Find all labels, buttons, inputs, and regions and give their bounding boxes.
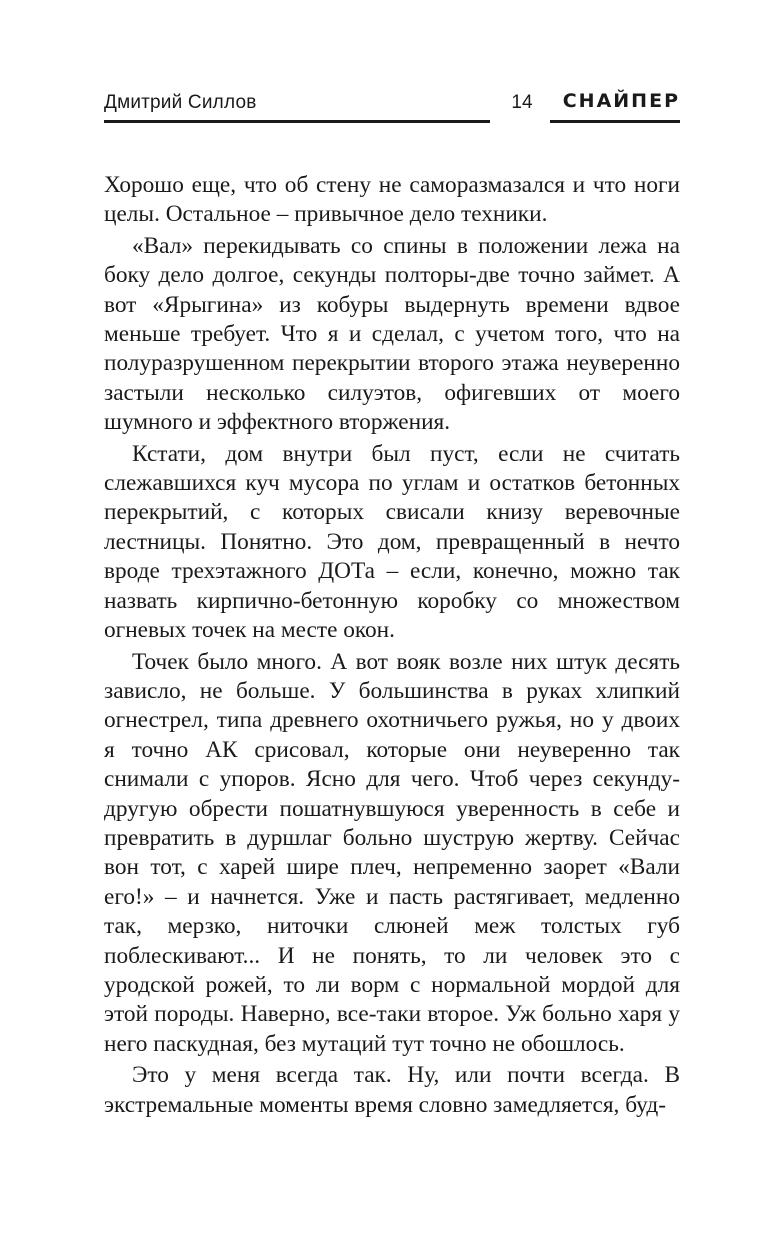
running-header	[104, 88, 680, 124]
paragraph: Это у меня всегда так. Ну, или почти всегда. В экстремальные моменты время словно замедляется, буд-	[104, 1062, 680, 1118]
header-rule-right	[550, 120, 680, 123]
body-text	[104, 171, 680, 1120]
paragraph: Хорошо еще, что об стену не саморазмазался и что ноги целы. Остальное – привычное дело техники.	[104, 172, 680, 228]
header-rule-left	[104, 120, 490, 123]
series-title: СНАЙПЕР	[562, 90, 680, 112]
paragraph: «Вал» перекидывать со спины в положении лежа на боку дело долгое, секунды полторы-две точно займет. А вот «Ярыгина» из кобуры выдернуть времени вдвое меньше требует. Что я и сделал, с учетом того, что на полуразрушенном перекрытии второго этажа неуверенно застыли несколько силуэтов, офигевших от моего шумного и эффектного вторжения.	[104, 232, 680, 436]
paragraph: Точек было много. А вот вояк возле них штук десять зависло, не больше. У большинства в руках хлипкий огнестрел, типа древнего охотничьего ружья, но у двоих я точно АК срисовал, которые они неуверенно так снимали с упоров. Ясно для чего. Чтоб через секунду-другую обрести пошатнувшуюся уверенность в себе и превратить в дуршлаг больно шуструю жертву. Сейчас вон тот, с харей шире плеч, непременно заорет «Вали его!» – и начнется. Уже и пасть растягивает, медленно так, мерзко, ниточки слюней меж толстых губ поблескивают... И не понять, то ли человек это с уродской рожей, то ли ворм с нормальной мордой для этой породы. Наверно, все-таки второе. Уж больно харя у него паскудная, без мутаций тут точно не обошлось.	[104, 648, 680, 1057]
paragraph: Кстати, дом внутри был пуст, если не считать слежавшихся куч мусора по углам и остатков бетонных перекрытий, с которых свисали книзу веревочные лестницы. Понятно. Это дом, превращенный в нечто вроде трехэтажного ДОТа – если, конечно, можно так назвать кирпично-бетонную коробку со множеством огневых точек на месте окон.	[104, 440, 680, 644]
page-number: 14	[511, 92, 533, 113]
author-name: Дмитрий Силлов	[104, 92, 257, 113]
